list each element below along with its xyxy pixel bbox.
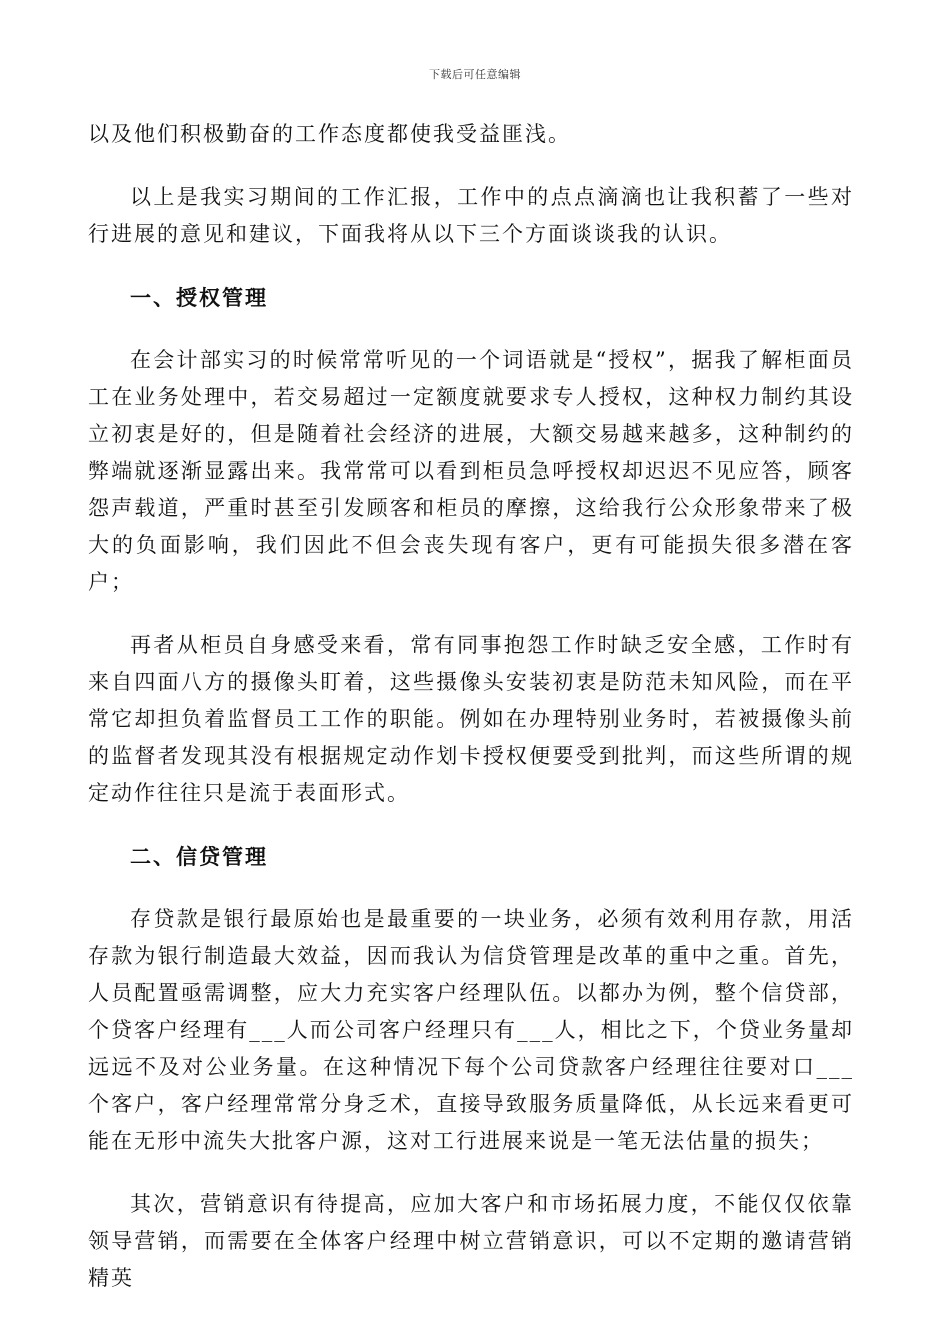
document-body xyxy=(88,116,854,1323)
paragraph-authorization-1: 在会计部实习的时候常常听见的一个词语就是“授权”，据我了解柜面员工在业务处理中，若交易超过一定额度就要求专人授权，这种权力制约其设立初衷是好的，但是随着社会经济的进展，大额交易越来越多，这种制约的弊端就逐渐显露出来。我常常可以看到柜员急呼授权却迟迟不见应答，顾客怨声载道，严重时甚至引发顾客和柜员的摩擦，这给我行公众形象带来了极大的负面影响，我们因此不但会丧失现有客户，更有可能损失很多潜在客户； xyxy=(88,348,854,594)
paragraph-continuation: 以及他们积极勤奋的工作态度都使我受益匪浅。 xyxy=(88,122,571,146)
section-heading-authorization: 一、授权管理 xyxy=(130,285,268,310)
section-heading-credit: 二、信贷管理 xyxy=(130,844,268,869)
page-header: 下载后可任意编辑 xyxy=(429,68,521,81)
paragraph-summary: 以上是我实习期间的工作汇报，工作中的点点滴滴也让我积蓄了一些对行进展的意见和建议，下面我将从以下三个方面谈谈我的认识。 xyxy=(88,185,854,246)
paragraph-authorization-2: 再者从柜员自身感受来看，常有同事抱怨工作时缺乏安全感，工作时有来自四面八方的摄像头盯着，这些摄像头安装初衷是防范未知风险，而在平常它却担负着监督员工工作的职能。例如在办理特别业务时，若被摄像头前的监督者发现其没有根据规定动作划卡授权便要受到批判，而这些所谓的规定动作往往只是流于表面形式。 xyxy=(88,633,854,805)
paragraph-credit-1: 存贷款是银行最原始也是最重要的一块业务，必须有效利用存款，用活存款为银行制造最大效益，因而我认为信贷管理是改革的重中之重。首先，人员配置亟需调整，应大力充实客户经理队伍。以都办为例，整个信贷部，个贷客户经理有___人而公司客户经理只有___人，相比之下，个贷业务量却远远不及对公业务量。在这种情况下每个公司贷款客户经理往往要对口___个客户，客户经理常常分身乏术，直接导致服务质量降低，从长远来看更可能在无形中流失大批客户源，这对工行进展来说是一笔无法估量的损失； xyxy=(88,907,854,1153)
paragraph-credit-2: 其次，营销意识有待提高，应加大客户和市场拓展力度，不能仅仅依靠领导营销，而需要在全体客户经理中树立营销意识，可以不定期的邀请营销精英 xyxy=(88,1192,854,1290)
